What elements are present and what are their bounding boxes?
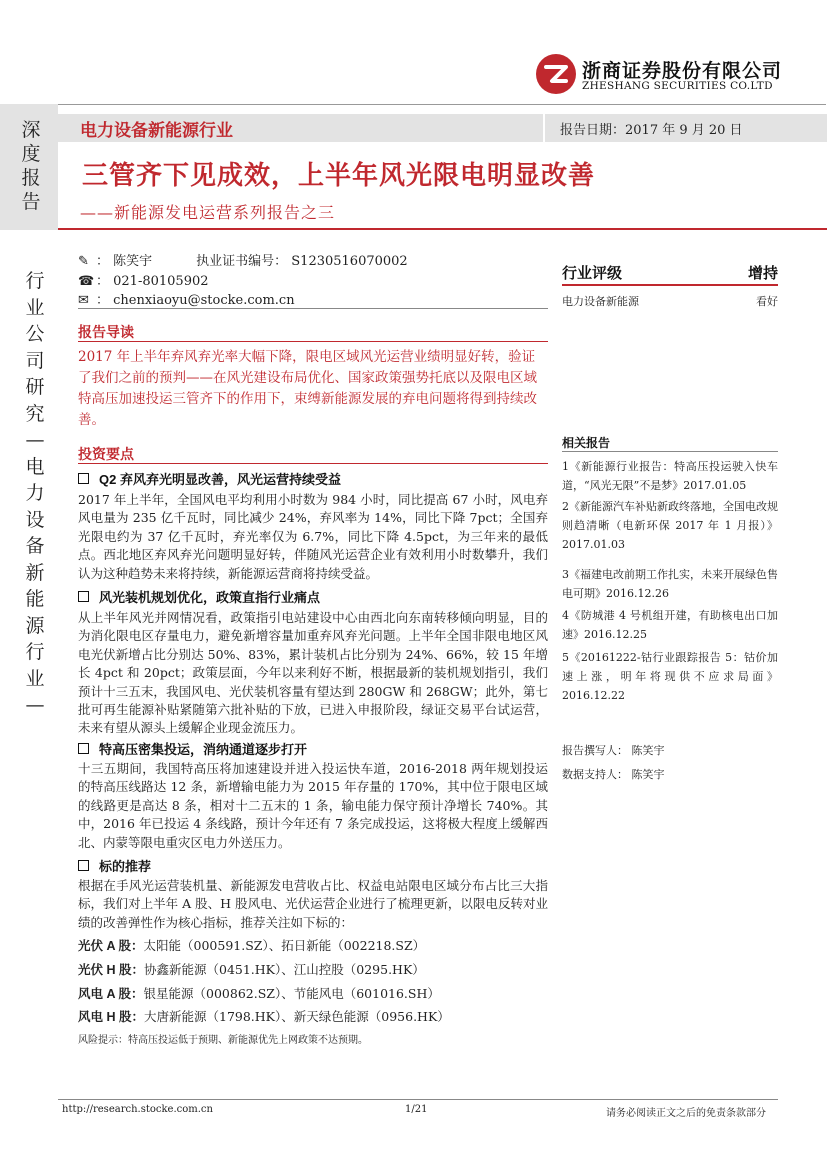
industry-name: 电力设备新能源行业 <box>80 121 233 140</box>
side-label: 深度报告 <box>21 119 41 213</box>
phone-row <box>78 270 209 289</box>
related-title: 相关报告 <box>562 436 611 450</box>
pen-icon: ✎ <box>78 254 89 269</box>
report-subtitle: ——新能源发电运营系列报告之三 <box>80 203 336 222</box>
stock-row: 光伏 H 股：协鑫新能源（0451.HK）、江山控股（0295.HK） <box>78 962 425 977</box>
related-item[interactable]: 5《20161222-钴行业跟踪报告 5：钴价加速上涨，明年将现供不应求局面》2016.12.22 <box>562 651 778 702</box>
band-separator <box>543 114 545 142</box>
related-rule <box>562 451 778 452</box>
rating-title: 行业评级 <box>562 265 623 282</box>
section-4-text: 根据在手风光运营装机量、新能源发电营收占比、权益电站限电区域分布占比三大指标，我们对上半年 A 股、H 股风电、光伏运营企业进行了梳理更新，以限电反转对业绩的改善弹性作为核心指标，推荐关注如下标的： <box>78 878 548 930</box>
cert-number: 执业证书编号： S1230516070002 <box>196 254 408 269</box>
author-email[interactable]: ： chenxiaoyu@stocke.com.cn <box>96 293 295 308</box>
related-item[interactable]: 2《新能源汽车补贴新政终落地，全国电改规则趋清晰（电新环保 2017 年 1 月报）》2017.01.03 <box>562 500 778 551</box>
title-rule <box>58 228 827 230</box>
stock-row: 光伏 A 股：太阳能（000591.SZ）、拓日新能（002218.SZ） <box>78 938 426 953</box>
guide-text: 2017 年上半年弃风弃光率大幅下降，限电区域风光运营业绩明显好转，验证了我们之前的预判——在风光建设布局优化、国家政策强势托底以及限电区域特高压加速投运三管齐下的作用下，束缚新能源发展的弃电问题将得到持续改善。 <box>78 349 537 428</box>
section-2-text: 从上半年风光并网情况看，政策指引电站建设中心由西北向东南转移倾向明显，目的为消化限电区存量电力，避免新增容量加重弃风弃光问题。上半年全国非限电地区风电光伏新增占比分别达 50%、83%，累计装机占比分别为 24%、66%，较 15 年增长 4pct 和 20pct；政策层面，今年以来利好不断，根据最新的装机规划指引，我们预计十三五末，我国风电、光伏装机容量有望达到 280GW 和 268GW；此外，第七批可再生能源补贴紧随第六批补贴的下放，已进入申报阶段，绿证交易平台试运营，未来有望从源头上缓解企业现金流压力。 <box>78 610 548 736</box>
section-3-text: 十三五期间，我国特高压将加速建设并进入投运快车道，2016-2018 两年规划投运的特高压线路达 12 条，新增输电能力为 2015 年存量的 170%，其中位于限电区域的线路更是高达 8 条，相对十二五末的 1 条，输电能力保守预计净增长 740%。其中，2016 年已投运 4 条线路，预计今年还有 7 条完成投运，这将极大程度上缓解西北、内蒙等限电重灾区电力外送压力。 <box>78 761 548 850</box>
rating-view: 看好 <box>756 295 778 308</box>
company-logo <box>536 52 786 100</box>
report-title: 三管齐下见成效，上半年风光限电明显改善 <box>82 160 596 190</box>
logo-mark-icon <box>536 54 576 94</box>
footer-url[interactable]: http://research.stocke.com.cn <box>62 1104 213 1115</box>
mail-icon: ✉ <box>78 293 89 308</box>
stock-row: 风电 H 股：大唐新能源（1798.HK）、新天绿色能源（0956.HK） <box>78 1009 450 1024</box>
report-writer: 报告撰写人： 陈笑宇 <box>562 744 665 757</box>
stock-row: 风电 A 股：银星能源（000862.SZ）、节能风电（601016.SH） <box>78 986 440 1001</box>
section-1-text: 2017 年上半年，全国风电平均利用小时数为 984 小时，同比提高 67 小时，风电弃风电量为 235 亿千瓦时，同比减少 24%，弃风率为 14%，同比下降 7pct；全国弃光限电约为 37 亿千瓦时，弃光率仅为 6.7%，同比下降 4.5pct，为三年来的最低点。西北地区弃风弃光问题明显好转，伴随风光运营企业有效利用小时数攀升，我们认为这种趋势未来将持续，新能源运营商将持续受益。 <box>78 492 548 581</box>
invest-heading: 投资要点 <box>78 446 134 462</box>
rating-industry: 电力设备新能源 <box>562 295 639 308</box>
section-3-title: 特高压密集投运，消纳通道逐步打开 <box>78 739 548 758</box>
author-rule <box>78 308 548 309</box>
guide-rule <box>78 341 548 342</box>
author-phone: ： 021-80105902 <box>96 274 209 289</box>
company-name-cn: 浙商证券股份有限公司 <box>582 61 783 82</box>
header-rule <box>58 104 826 105</box>
side-vertical-label: 行业公司研究—电力设备新能源行业— <box>25 270 45 716</box>
phone-icon: ☎ <box>78 274 95 289</box>
related-item[interactable]: 1《新能源行业报告：特高压投运驶入快车道，“风光无限”不是梦》2017.01.05 <box>562 460 778 492</box>
footer-disclaimer: 请务必阅读正文之后的免责条款部分 <box>606 1108 766 1119</box>
page-number: 1/21 <box>405 1104 428 1115</box>
related-item[interactable]: 4《防城港 4 号机组开建，有助核电出口加速》2016.12.25 <box>562 609 778 641</box>
data-support: 数据支持人： 陈笑宇 <box>562 768 665 781</box>
author-row <box>78 250 408 269</box>
guide-heading: 报告导读 <box>78 324 134 340</box>
rating-rule <box>562 284 778 286</box>
email-row <box>78 289 295 308</box>
section-4-title: 标的推荐 <box>78 856 548 875</box>
rating-value: 增持 <box>747 265 778 282</box>
risk-note: 风险提示：特高压投运低于预期、新能源优先上网政策不达预期。 <box>78 1035 368 1046</box>
invest-rule <box>78 463 548 464</box>
section-1-title: Q2 弃风弃光明显改善，风光运营持续受益 <box>78 469 548 488</box>
related-item[interactable]: 3《福建电改前期工作扎实，未来开展绿色售电可期》2016.12.26 <box>562 568 778 600</box>
section-2-title: 风光装机规划优化，政策直指行业痛点 <box>78 587 548 606</box>
footer-rule <box>58 1099 778 1100</box>
author-name: ： 陈笑宇 <box>96 254 153 269</box>
report-date: 报告日期：2017 年 9 月 20 日 <box>560 123 743 138</box>
company-name-en: ZHESHANG SECURITIES CO.LTD <box>582 80 773 92</box>
